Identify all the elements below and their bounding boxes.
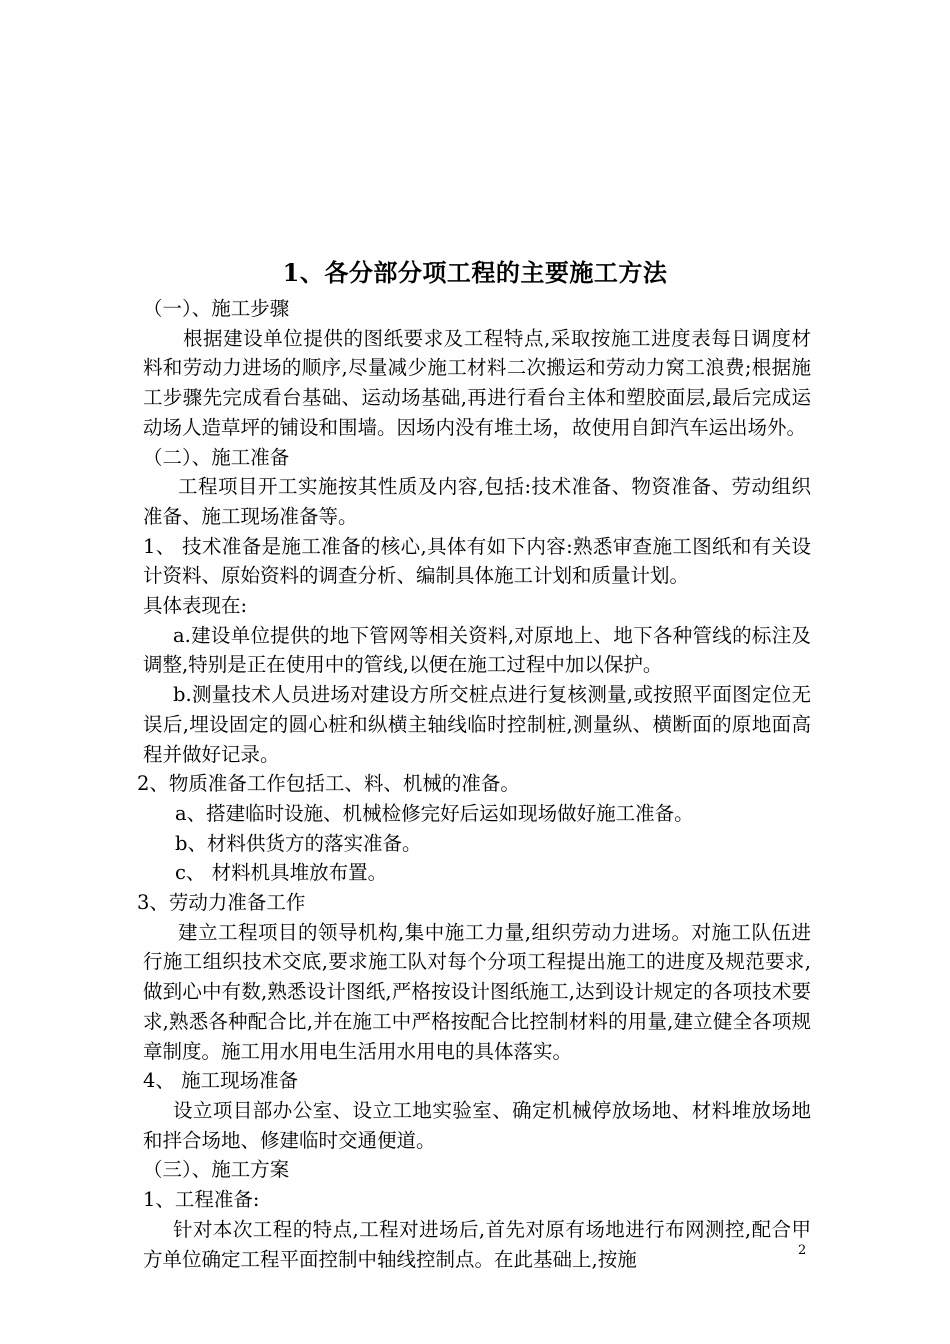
paragraph-site-preparation: 设立项目部办公室、设立工地实验室、确定机械停放场地、材料堆放场地和拌合场地、修建临时交通便道。 — [143, 1098, 811, 1152]
heading-construction-preparation: （二）、施工准备 — [143, 445, 290, 469]
heading-construction-plan: （三）、施工方案 — [143, 1158, 290, 1182]
list-item-c-storage: c、 材料机具堆放布置。 — [175, 861, 388, 885]
paragraph-engineering-preparation: 针对本次工程的特点,工程对进场后,首先对原有场地进行布网测控,配合甲方单位确定工程平面控制中轴线控制点。在此基础上,按施 — [143, 1217, 811, 1271]
document-body — [137, 294, 811, 1274]
paragraph-preparation-overview: 工程项目开工实施按其性质及内容,包括:技术准备、物资准备、劳动组织准备、施工现场准备等。 — [143, 475, 811, 528]
paragraph-specifics-label: 具体表现在: — [143, 594, 248, 618]
paragraph-item-b-survey: b.测量技术人员进场对建设方所交桩点进行复核测量,或按照平面图定位无误后,埋设固定的圆心桩和纵横主轴线临时控制桩,测量纵、横断面的原地面高程并做好记录。 — [143, 683, 811, 766]
heading-site-preparation: 4、 施工现场准备 — [143, 1069, 299, 1093]
page-number: 2 — [798, 1243, 807, 1258]
paragraph-item-a-pipelines: a.建设单位提供的地下管网等相关资料,对原地上、地下各种管线的标注及调整,特别是正在使用中的管线,以便在施工过程中加以保护。 — [143, 623, 811, 677]
list-item-b-supplier: b、材料供货方的落实准备。 — [175, 831, 422, 855]
paragraph-construction-steps: 根据建设单位提供的图纸要求及工程特点,采取按施工进度表每日调度材料和劳动力进场的顺序,尽量减少施工材料二次搬运和劳动力窝工浪费;根据施工步骤先完成看台基础、运动场基础,再进行看台主体和塑胶面层,最后完成运动场人造草坪的铺设和围墙。因场内没有堆土场，故使用自卸汽车运出场外。 — [143, 326, 811, 439]
heading-construction-steps: （一）、施工步骤 — [143, 297, 290, 320]
paragraph-technical-preparation: 1、 技术准备是施工准备的核心,具体有如下内容:熟悉审查施工图纸和有关设计资料、原始资料的调查分析、编制具体施工计划和质量计划。 — [143, 534, 811, 588]
list-item-a-temporary-facilities: a、搭建临时设施、机械检修完好后运如现场做好施工准备。 — [175, 801, 694, 825]
heading-engineering-preparation: 1、工程准备: — [143, 1188, 260, 1212]
paragraph-labor-preparation: 建立工程项目的领导机构,集中施工力量,组织劳动力进场。对施工队伍进行施工组织技术交底,要求施工队对每个分项工程提出施工的进度及规范要求,做到心中有数,熟悉设计图纸,严格按设计图纸施工,达到设计规定的各项技术要求,熟悉各种配合比,并在施工中严格按配合比控制材料的用量,建立健全各项规章制度。施工用水用电生活用水用电的具体落实。 — [143, 920, 811, 1063]
section-title: 1、各分部分项工程的主要施工方法 — [282, 258, 668, 287]
paragraph-material-preparation: 2、物质准备工作包括工、料、机械的准备。 — [137, 772, 520, 796]
heading-labor-preparation: 3、劳动力准备工作 — [137, 891, 306, 915]
